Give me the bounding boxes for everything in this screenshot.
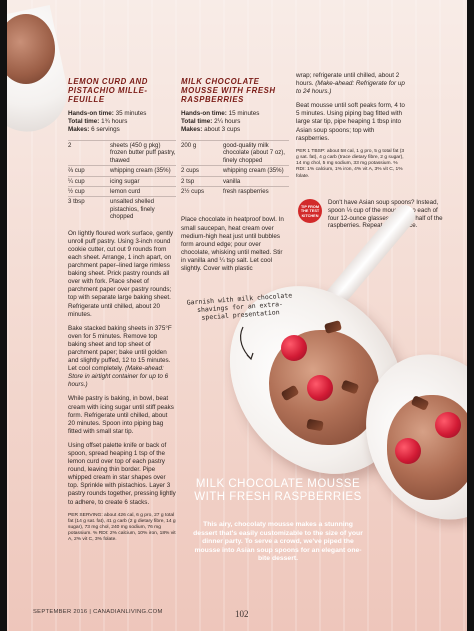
ingredient-item: icing sugar bbox=[110, 176, 176, 186]
left-make-ahead: (Make-ahead: Store in airtight container for up to 6 hours.) bbox=[68, 365, 169, 389]
mid-recipe-meta bbox=[181, 110, 289, 134]
page-number: 102 bbox=[235, 609, 249, 619]
right-recipe-column bbox=[296, 72, 406, 186]
ingredient-row bbox=[68, 176, 176, 186]
hands-on-value: 35 minutes bbox=[115, 110, 147, 117]
ingredient-item: good-quality milk chocolate (about 7 oz), finely chopped bbox=[223, 141, 289, 166]
total-label: Total time: bbox=[181, 118, 213, 125]
issue-date: SEPTEMBER 2016 bbox=[33, 609, 88, 615]
ingredient-item: whipping cream (35%) bbox=[110, 166, 176, 176]
ingredient-row bbox=[68, 187, 176, 197]
page-footer bbox=[33, 609, 163, 615]
mid-step-1: Place chocolate in heatproof bowl. In small saucepan, heat cream over medium-high heat just until bubbles form around edge; pour over chocolate, whisking until melted. Stir in vanilla and ¼ tsp salt. Let cool slightly. Cover with plastic bbox=[181, 216, 284, 272]
ingredient-item: whipping cream (35%) bbox=[223, 166, 289, 176]
ingredient-row bbox=[68, 141, 176, 166]
mid-recipe-column bbox=[181, 77, 289, 279]
ingredient-row bbox=[68, 166, 176, 176]
makes-value: 6 servings bbox=[91, 126, 120, 133]
ingredient-qty: 2 cups bbox=[181, 166, 223, 176]
left-recipe-column bbox=[68, 77, 176, 550]
hands-on-label: Hands-on time: bbox=[68, 110, 114, 117]
ingredient-row bbox=[181, 141, 289, 166]
right-continued-step bbox=[296, 72, 406, 96]
ingredient-qty: 3 tbsp bbox=[68, 197, 110, 222]
left-ingredients-table bbox=[68, 140, 176, 222]
ingredient-qty: 200 g bbox=[181, 141, 223, 166]
makes-label: Makes: bbox=[181, 126, 203, 133]
site-link[interactable]: CANADIANLIVING.COM bbox=[93, 609, 163, 615]
left-recipe-title: LEMON CURD AND PISTACHIO MILLE-FEUILLE bbox=[68, 77, 149, 104]
right-continued-text: wrap; refrigerate until chilled, about 2 hours. bbox=[296, 72, 400, 88]
raspberry-image bbox=[281, 335, 307, 361]
makes-value: about 3 cups bbox=[204, 126, 241, 133]
hands-on-value: 15 minutes bbox=[228, 110, 260, 117]
garnish-note: Garnish with milk chocolate shavings for an extra-special presentation bbox=[186, 291, 293, 322]
garnish-arrow-icon bbox=[235, 325, 265, 365]
left-step-2-text: Bake stacked baking sheets in 375°F oven for 5 minutes. Remove top baking sheet and top sheet of parchment paper; bake until golden and slightly puffed, 12 to 15 minutes. Let cool completely. bbox=[68, 324, 172, 373]
ingredient-row bbox=[181, 187, 289, 197]
mid-ingredients-table bbox=[181, 140, 289, 196]
right-step: Beat mousse until soft peaks form, 4 to 5 minutes. Using piping bag fitted with large star tip, pipe heaping 1 tbsp into Asian soup spoons; top with raspberries. bbox=[296, 102, 405, 142]
tip-badge: TIP FROM THE TEST KITCHEN bbox=[298, 199, 322, 223]
ingredient-qty: ⅔ cup bbox=[68, 166, 110, 176]
ingredient-item: vanilla bbox=[223, 176, 289, 186]
ingredient-qty: ¼ cup bbox=[68, 176, 110, 186]
ingredient-qty: 2 tsp bbox=[181, 176, 223, 186]
feature-deck: This airy, chocolaty mousse makes a stunning dessert that's easily customizable to the size of your dinner party. To serve a crowd, we've piped the mousse into Asian soup spoons for an elegant one-bite dessert. bbox=[193, 521, 363, 563]
ingredient-item: sheets (450 g pkg) frozen butter puff pastry, thawed bbox=[110, 142, 176, 164]
total-value: 2¼ hours bbox=[214, 118, 241, 125]
makes-label: Makes: bbox=[68, 126, 90, 133]
total-label: Total time: bbox=[68, 118, 100, 125]
ingredient-qty: 2½ cups bbox=[181, 187, 223, 197]
right-make-ahead: (Make-ahead: Refrigerate for up to 24 hours.) bbox=[296, 80, 405, 96]
hands-on-label: Hands-on time: bbox=[181, 110, 227, 117]
ingredient-row bbox=[181, 166, 289, 176]
ingredient-qty: ½ cup bbox=[68, 187, 110, 197]
feature-headline: MILK CHOCOLATE MOUSSE WITH FRESH RASPBERRIES bbox=[194, 478, 362, 503]
tip-text: Don't have Asian soup spoons? Instead, spoon ⅓ cup of the mousse into each of four 12-ounce glasses; top with half of the raspberries. Repeat layers once. bbox=[328, 199, 443, 230]
right-per-serving: PER 1 TBSP: about 58 cal, 1 g pro, 5 g total fat (3 g sat. fat), 4 g carb (trace dietary fibre, 2 g sugar), 14 mg chol, 5 mg sodium, 33 mg potassium. % RDI: 1% calcium, 1% iron, 4% vit A, 3% vit C, 1% folate. bbox=[296, 148, 405, 179]
ingredient-item: fresh raspberries bbox=[223, 187, 289, 197]
ingredient-item: unsalted shelled pistachios, finely chopped bbox=[110, 197, 176, 222]
mid-recipe-title: MILK CHOCOLATE MOUSSE WITH FRESH RASPBERRIES bbox=[181, 77, 276, 104]
raspberry-image bbox=[395, 438, 421, 464]
ingredient-row bbox=[181, 176, 289, 186]
left-recipe-meta bbox=[68, 110, 176, 134]
left-per-serving: PER SERVING: about 426 cal, 6 g pro, 27 g total fat (14 g sat. fat), 41 g carb (2 g dietary fibre, 14 g sugar), 73 mg chol, 240 mg sodium, 76 mg potassium. % RDI: 2% calcium, 10% iron, 18% vit A, 2% vit C, 3% folate. bbox=[68, 512, 176, 543]
left-step-3: While pastry is baking, in bowl, beat cream with icing sugar until stiff peaks form. Refrigerate until chilled, about 20 minutes. Spoon into piping bag fitted with small star tip. bbox=[68, 395, 174, 435]
ingredient-qty: 2 bbox=[68, 141, 110, 166]
left-step-4: Using offset palette knife or back of spoon, spread heaping 1 tsp of the lemon curd over top of each pastry round, leaving thin border. Pipe whipped cream in star shapes over top. Sprinkle with pistachios. Layer 3 pastry rounds together, pressing lightly to adhere, to create 6 stacks. bbox=[68, 441, 176, 506]
left-step-1: On lightly floured work surface, gently unroll puff pastry. Using 3-inch round cookie cutter, cut out 9 rounds from each sheet. Arrange, 1 inch apart, on parchment paper–lined large rimless baking sheet. Prick pastry rounds all over with fork. Place sheet of parchment paper over pastry rounds; top with separate large baking sheet. Refrigerate until chilled, about 20 minutes. bbox=[68, 229, 173, 318]
ingredient-row bbox=[68, 197, 176, 222]
total-value: 1¾ hours bbox=[101, 118, 128, 125]
ingredient-item: lemon curd bbox=[110, 187, 176, 197]
footer-separator: | bbox=[87, 609, 94, 615]
raspberry-image bbox=[435, 412, 461, 438]
raspberry-image bbox=[307, 375, 333, 401]
magazine-page bbox=[7, 0, 467, 631]
left-step-2 bbox=[68, 325, 176, 390]
